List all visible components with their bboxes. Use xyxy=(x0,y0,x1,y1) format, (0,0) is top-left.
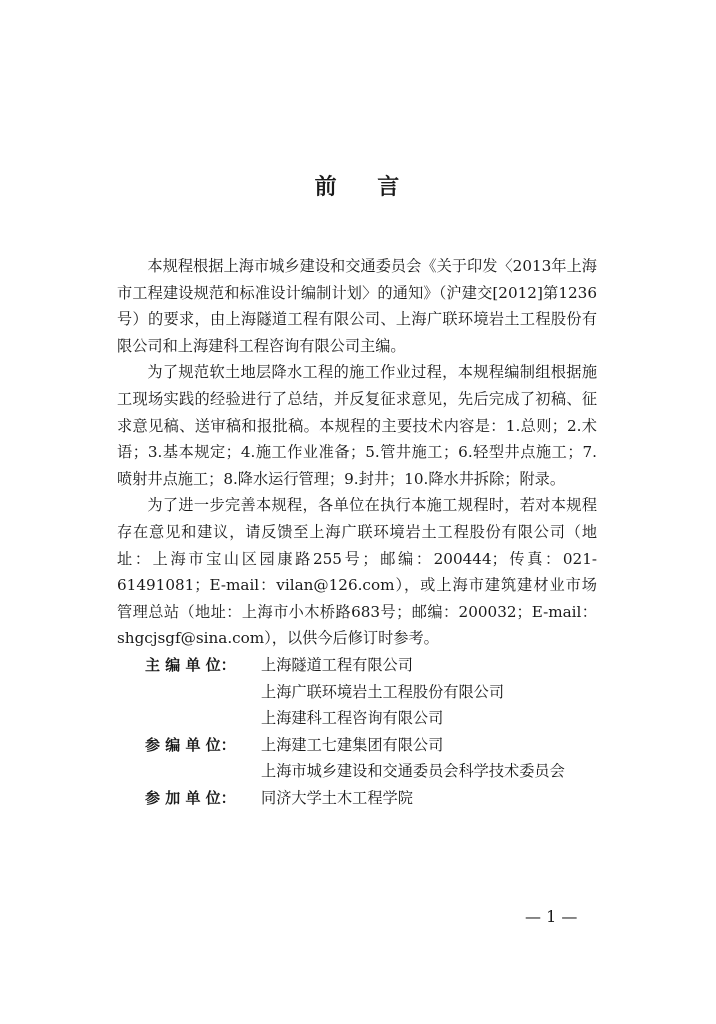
participating-units xyxy=(117,785,597,812)
co-editing-units xyxy=(117,732,597,785)
page-title: 前 言 xyxy=(314,175,402,200)
chief-editing-label: 主 编 单 位： xyxy=(145,655,236,674)
unit-line xyxy=(117,732,597,759)
page-number: — 1 — xyxy=(525,907,578,926)
paragraph-contents: 为了规范软土地层降水工程的施工作业过程，本规程编制组根据施工现场实践的经验进行了总结，并反复征求意见，先后完成了初稿、征求意见稿、送审稿和报批稿。本规程的主要技术内容是：1.总则；2.术语；3.基本规定；4.施工作业准备；5.管井施工；6.轻型井点施工；7.喷射井点施工；8.降水运行管理；9.封井；10.降水井拆除；附录。 xyxy=(117,363,597,488)
preface-body xyxy=(117,253,597,811)
unit-line xyxy=(117,679,597,706)
chief-unit-1: 上海隧道工程有限公司 xyxy=(261,655,413,674)
unit-list xyxy=(117,652,597,812)
participating-label: 参 加 单 位： xyxy=(145,788,236,807)
chief-unit-2: 上海广联环境岩土工程股份有限公司 xyxy=(261,682,504,701)
co-editing-label: 参 编 单 位： xyxy=(145,735,236,754)
paragraph-background: 本规程根据上海市城乡建设和交通委员会《关于印发〈2013年上海市工程建设规范和标准设计编制计划〉的通知》（沪建交[2012]第1236号）的要求，由上海隧道工程有限公司、上海广联环境岩土工程股份有限公司和上海建科工程咨询有限公司主编。 xyxy=(117,257,597,355)
paragraph-feedback: 为了进一步完善本规程，各单位在执行本施工规程时，若对本规程存在意见和建议，请反馈至上海广联环境岩土工程股份有限公司（地址：上海市宝山区园康路255号；邮编：200444；传真：021-61491081；E-mail：vilan@126.com），或上海市建筑建材业市场管理总站（地址：上海市小木桥路683号；邮编：200032；E-mail：shgcjsgf@sina.com），以供今后修订时参考。 xyxy=(117,496,597,648)
co-unit-1: 上海建工七建集团有限公司 xyxy=(261,735,444,754)
unit-line xyxy=(117,705,597,732)
chief-editing-units xyxy=(117,652,597,732)
chief-unit-3: 上海建科工程咨询有限公司 xyxy=(261,709,444,728)
unit-line xyxy=(117,758,597,785)
unit-line xyxy=(117,652,597,679)
unit-line xyxy=(117,785,597,812)
participating-unit-1: 同济大学土木工程学院 xyxy=(261,788,413,807)
co-unit-2: 上海市城乡建设和交通委员会科学技术委员会 xyxy=(261,762,565,781)
